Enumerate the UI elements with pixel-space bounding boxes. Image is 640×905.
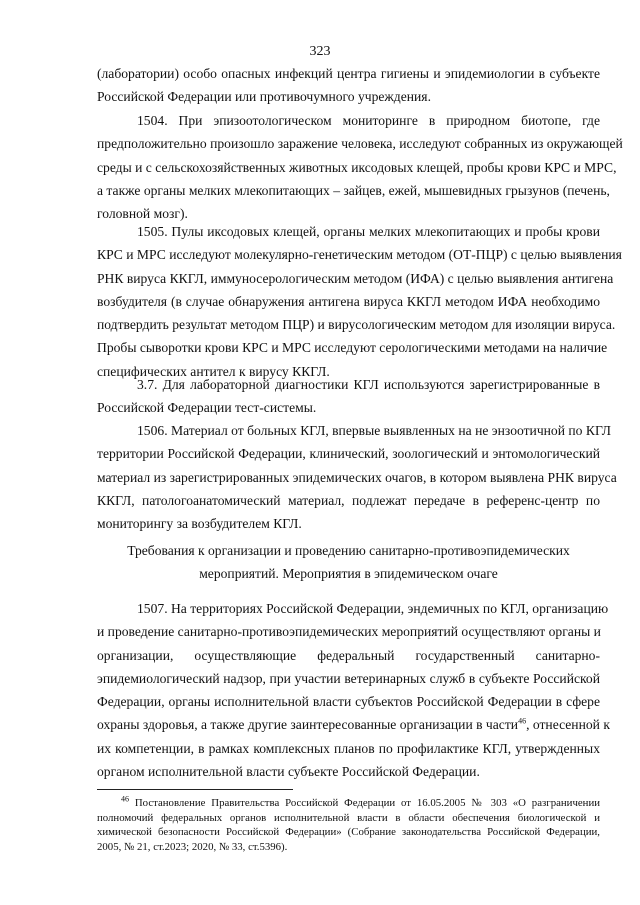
paragraph-1505 [97, 220, 622, 383]
text-line: Федерации, органы исполнительной власти субъектов Российской Федерации в сфере [97, 694, 600, 710]
text-line: их компетенции, в рамках комплексных планов по профилактике КГЛ, утвержденных [97, 740, 600, 756]
text-line: 1504. При эпизоотологическом мониторинге в природном биотопе, где [137, 113, 600, 128]
paragraph-1507 [97, 597, 610, 783]
paragraph-1506 [97, 419, 617, 535]
paragraph-1504 [97, 109, 623, 225]
footnote-mark: 46 [121, 794, 129, 804]
text-line: 1505. Пулы иксодовых клещей, органы мелких млекопитающих и пробы крови [137, 224, 600, 239]
text-line: территории Российской Федерации, клинический, зоологический и энтомологический [97, 446, 600, 462]
footnote [97, 796, 600, 854]
footnote-line: полномочий федеральных органов исполнительной власти в области обеспечения биологической и [97, 811, 600, 824]
section-heading [97, 539, 600, 585]
text-line: материал из зарегистрированных эпидемических очагов, в котором выявлена РНК вируса [97, 469, 617, 485]
footnote-line: химической безопасности Российской Федерации» (Собрание законодательства Российской Федерации, [97, 826, 600, 839]
text-line: 1507. На территориях Российской Федерации, эндемичных по КГЛ, организацию [137, 601, 609, 616]
heading-line: мероприятий. Мероприятия в эпидемическом очаге [199, 566, 498, 581]
text-line: возбудителя (в случае обнаружения антигена вируса ККГЛ методом ИФА необходимо [97, 293, 600, 309]
footnote-line: 2005, № 21, ст.2023; 2020, № 33, ст.5396). [97, 840, 288, 853]
text-segment: , отнесенной к [526, 717, 610, 733]
text-line: среды и с сельскохозяйственных животных иксодовых клещей, пробы крови КРС и МРС, [97, 159, 617, 175]
text-segment: Постановление Правительства Российской Федерации от 16.05.2005 № 303 «О разграничении [129, 797, 600, 809]
text-line: Пробы сыворотки крови КРС и МРС исследуют серологическими методами на наличие [97, 340, 608, 356]
heading-line: Требования к организации и проведению санитарно-противоэпидемических [127, 543, 570, 558]
paragraph-continuation [97, 62, 600, 109]
text-line: 3.7. Для лабораторной диагностики КГЛ используются зарегистрированные в [137, 377, 600, 392]
text-line: ККГЛ, патологоанатомический материал, подлежат передаче в референс-центр по [97, 492, 600, 508]
text-line [97, 713, 610, 736]
text-line: подтвердить результат методом ПЦР) и вирусологическим методом для изоляции вируса. [97, 317, 616, 333]
footnote-separator [97, 789, 293, 790]
footnote-line [97, 796, 600, 811]
text-line: эпидемиологический надзор, при участии ветеринарных служб в субъекте Российской [97, 670, 600, 686]
text-line: головной мозг). [97, 206, 188, 222]
page-number: 323 [309, 44, 331, 59]
text-line: и проведение санитарно-противоэпидемических мероприятий осуществляют органы и [97, 624, 601, 640]
text-segment: охраны здоровья, а также другие заинтересованные организации в части [97, 717, 519, 733]
text-line: 1506. Материал от больных КГЛ, впервые выявленных на не энзоотичной по КГЛ [137, 423, 611, 438]
text-line: Российской Федерации или противочумного учреждения. [97, 89, 431, 105]
text-line: органом исполнительной власти субъекте Российской Федерации. [97, 764, 480, 780]
text-line: а также органы мелких млекопитающих – зайцев, ежей, мышевидных грызунов (печень, [97, 182, 610, 198]
text-line: КРС и МРС исследуют молекулярно-генетическим методом (ОТ-ПЦР) с целью выявления [97, 247, 622, 263]
text-line: специфических антител к вирусу ККГЛ. [97, 363, 330, 379]
text-line: РНК вируса ККГЛ, иммуносерологическим методом (ИФА) с целью выявления антигена [97, 270, 614, 286]
text-line: предположительно произошло заражение человека, исследуют собранных из окружающей [97, 136, 623, 152]
footnote-reference[interactable]: 46 [518, 716, 527, 726]
text-line: Российской Федерации тест-системы. [97, 400, 317, 416]
text-line: мониторингу за возбудителем КГЛ. [97, 516, 302, 532]
text-line: (лаборатории) особо опасных инфекций центра гигиены и эпидемиологии в субъекте [97, 66, 600, 81]
paragraph-3-7 [97, 373, 600, 420]
text-line: организации, осуществляющие федеральный государственный санитарно- [97, 647, 600, 663]
